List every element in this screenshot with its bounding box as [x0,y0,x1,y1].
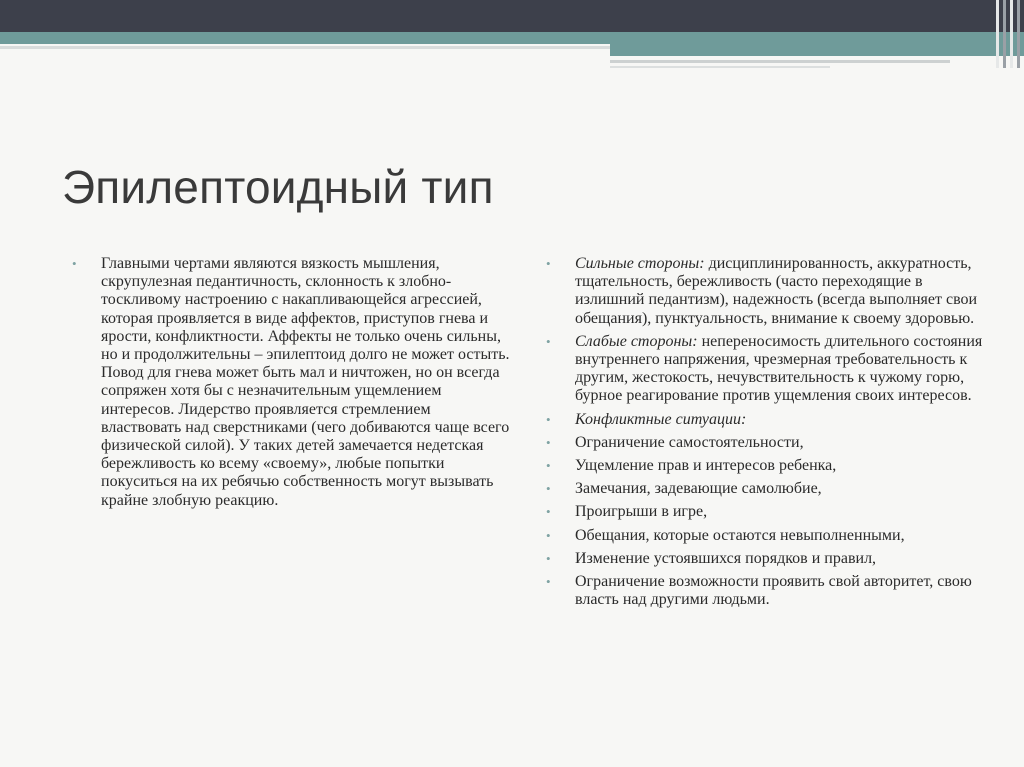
bullet-icon: • [546,527,551,543]
list-item [546,434,986,452]
list-item [546,480,986,498]
header-dark-band [0,0,1024,32]
right-column [546,255,986,614]
list-item [546,573,986,609]
bullet-icon: • [546,458,551,474]
weaknesses-text: непереносимость длительного состояния внутреннего напряжения, чрезмерная требовательность к другим, жестокость, нечувствительность к чужому горю, бурное реагирование против ущемления своих интересов. [575,332,983,405]
bullet-icon: • [72,256,77,271]
list-item [546,503,986,521]
header-teal-band [0,32,1024,44]
left-column [72,255,512,515]
list-item [72,255,512,510]
bullet-icon: • [546,481,551,497]
slide-title: Эпилептоидный тип [62,161,494,213]
conflict-item: Ограничение самостоятельности, [575,433,804,451]
bullet-icon: • [546,333,551,349]
bullet-icon: • [546,574,551,590]
bullet-icon: • [546,504,551,520]
bullet-icon: • [546,434,551,450]
list-item-strengths [546,255,986,328]
conflict-item: Обещания, которые остаются невыполненными, [575,526,905,544]
conflict-item: Проигрыши в игре, [575,503,708,521]
header-teal-band-right [610,44,1024,56]
conflict-item: Замечания, задевающие самолюбие, [575,480,822,498]
description-paragraph: Главными чертами являются вязкость мышления, скрупулезная педантичность, склонность к злобно-тоскливому настроению с накапливающейся агрессией, которая проявляется в виде аффектов, приступов гнева и ярости, конфликтности. Аффекты не только очень сильны, но и продолжительны – эпилептоид долго не может остыть. Повод для гнева может быть мал и ничтожен, но он всегда сопряжен хотя бы с незначительным ущемлением интересов. Лидерство проявляется стремлением властвовать над сверстниками (чего добиваются чаще всего физической силой). У таких детей замечается недетская бережливость ко всему «своему», любые попытки покуситься на их ребячью собственность могут вызывать крайне злобную реакцию. [101,255,510,509]
header-grey-line-3 [610,66,830,68]
conflict-item: Ограничение возможности проявить свой авторитет, свою власть над другими людьми. [575,573,972,609]
list-item-weaknesses [546,333,986,406]
list-item [546,457,986,475]
header-grey-line [0,46,610,49]
list-item-conflicts [546,411,986,429]
weaknesses-label: Слабые стороны: [575,332,698,350]
bullet-icon: • [546,411,551,427]
conflict-item: Ущемление прав и интересов ребенка, [575,457,837,475]
header-stripe [1003,0,1006,68]
list-item [546,550,986,568]
strengths-text: дисциплинированность, аккуратность, тщательность, бережливость (часто переходящие в излишний педантизм), надежность (всегда выполняет свои обещания), пунктуальность, внимание к своему здоровью. [575,255,978,327]
list-item [546,527,986,545]
bullet-icon: • [546,256,551,271]
header-stripe [1017,0,1020,68]
header-stripe [1010,0,1013,68]
conflicts-label: Конфликтные ситуации: [575,410,747,428]
strengths-label: Сильные стороны: [575,255,705,272]
bullet-icon: • [546,550,551,566]
conflict-item: Изменение устоявшихся порядков и правил, [575,549,877,567]
header-grey-line-2 [610,60,950,63]
header-stripe [996,0,999,68]
